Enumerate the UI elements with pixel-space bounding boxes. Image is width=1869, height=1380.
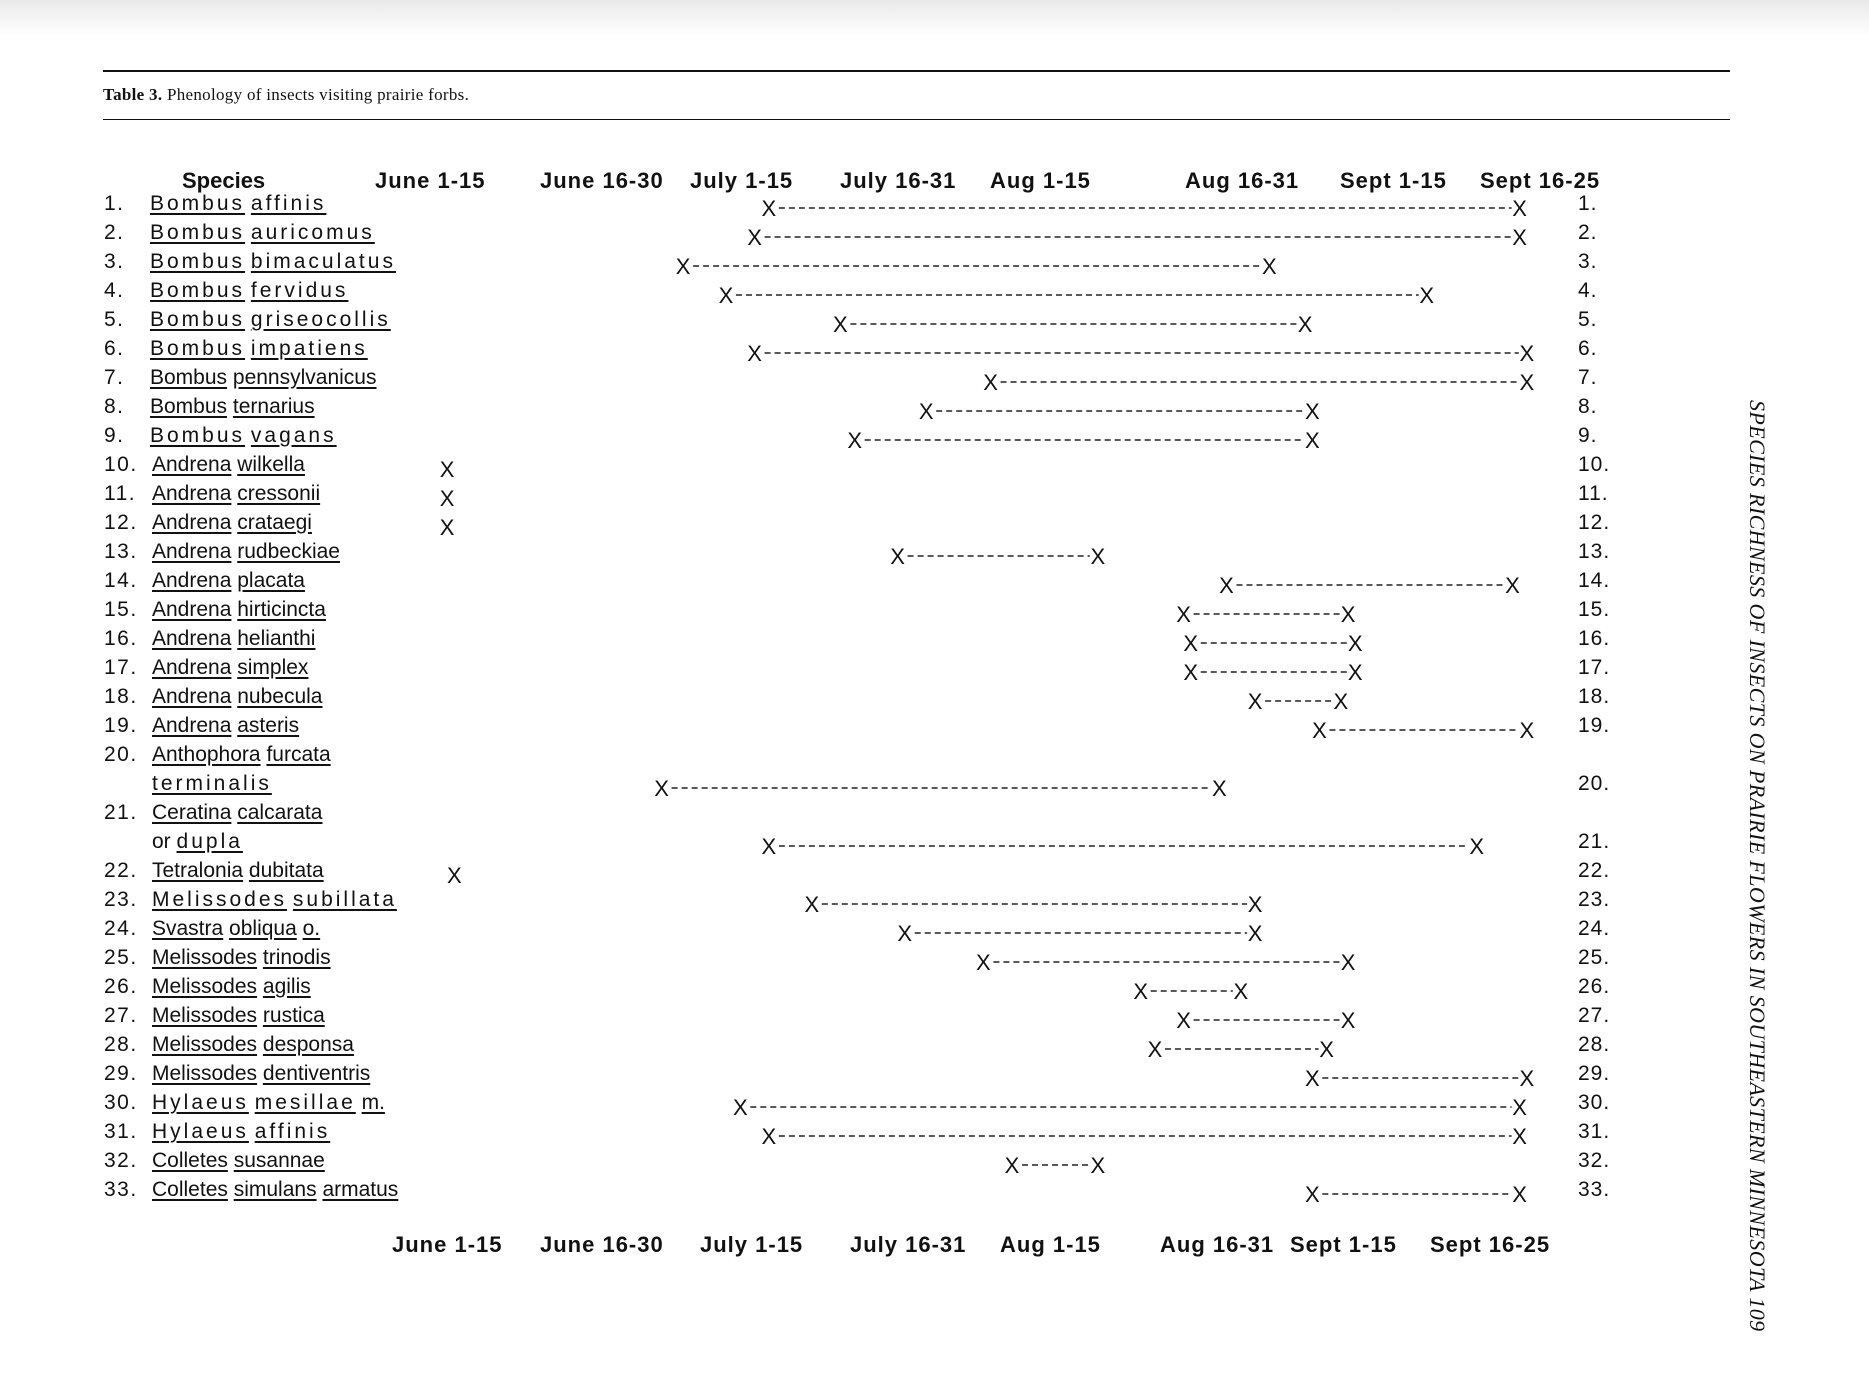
genus-name: Melissodes: [152, 1062, 258, 1085]
range-end-mark: X: [1090, 1153, 1106, 1178]
species-epithet: simulans: [233, 1178, 317, 1201]
range-end-mark: X: [1512, 225, 1527, 250]
footer-period-6: Aug 16-31: [1160, 1232, 1275, 1257]
species-epithet: impatiens: [250, 337, 368, 360]
header-period-2: June 16-30: [540, 168, 664, 193]
genus-name: Bombus: [150, 221, 246, 244]
range-start-mark: X: [804, 892, 820, 917]
caption-top-rule: [103, 70, 1730, 72]
species-epithet-line2: dupla: [176, 830, 243, 853]
row-number: 11.: [104, 482, 137, 505]
species-epithet: rudbeckiae: [237, 540, 340, 563]
range-start-mark: X: [897, 921, 913, 946]
right-row-number: 30.: [1578, 1091, 1611, 1114]
range-start-mark: X: [439, 486, 455, 511]
range-end-mark: X: [1512, 1182, 1527, 1207]
species-name: [152, 453, 305, 477]
row-number: 18.: [104, 685, 138, 708]
name-prefix: or: [152, 830, 171, 853]
genus-name: Andrena: [152, 482, 232, 505]
range-end-mark: X: [1519, 1066, 1535, 1091]
table-caption-text: Phenology of insects visiting prairie forbs.: [166, 85, 470, 104]
range-start-mark: X: [1247, 689, 1263, 714]
range-start-mark: X: [918, 399, 934, 424]
range-start-mark: X: [976, 950, 991, 975]
row-number: 27.: [104, 1004, 138, 1027]
species-name: [152, 569, 305, 593]
footer-period-4: July 16-31: [850, 1232, 967, 1257]
range-start-mark: X: [1133, 979, 1149, 1004]
footer-period-2: June 16-30: [540, 1232, 664, 1257]
range-end-mark: X: [1519, 718, 1535, 743]
row-number: 21.: [104, 801, 138, 824]
species-name: [150, 250, 396, 274]
species-name: [152, 1004, 325, 1028]
species-epithet: nubecula: [237, 685, 323, 708]
species-epithet: asteris: [237, 714, 300, 737]
species-epithet: desponsa: [262, 1033, 354, 1056]
range-end-mark: X: [1304, 428, 1320, 453]
range-end-mark: X: [1347, 660, 1363, 685]
species-row: [0, 743, 1869, 772]
range-end-mark: X: [1512, 196, 1527, 221]
genus-name: Tetralonia: [152, 859, 244, 882]
right-row-number: 14.: [1578, 569, 1611, 592]
row-number: 19.: [104, 714, 138, 737]
range-start-mark: X: [1183, 631, 1199, 656]
genus-name: Hylaeus: [152, 1091, 249, 1114]
right-row-number: 29.: [1578, 1062, 1611, 1085]
genus-name: Melissodes: [152, 1033, 258, 1056]
range-start-mark: X: [446, 863, 462, 888]
right-row-number: 27.: [1578, 1004, 1611, 1027]
row-number: 15.: [104, 598, 138, 621]
row-number: 29.: [104, 1062, 138, 1085]
row-number: 32.: [104, 1149, 138, 1172]
row-number: 14.: [104, 569, 138, 592]
species-name: [152, 743, 331, 767]
species-epithet: simplex: [237, 656, 309, 679]
row-number: 5.: [104, 308, 125, 331]
range-end-mark: X: [1512, 1095, 1527, 1120]
row-number: 25.: [104, 946, 138, 969]
species-name: [152, 511, 312, 535]
species-epithet: affinis: [254, 1120, 331, 1143]
right-row-number: 22.: [1578, 859, 1611, 882]
right-row-number: 19.: [1578, 714, 1611, 737]
row-number: 7.: [104, 366, 125, 389]
range-end-mark: X: [1340, 602, 1356, 627]
species-epithet: bimaculatus: [250, 250, 396, 273]
species-epithet: furcata: [266, 743, 331, 766]
row-number: 28.: [104, 1033, 138, 1056]
species-name: [152, 598, 326, 622]
genus-name: Bombus: [150, 308, 246, 331]
range-end-mark: X: [1347, 631, 1363, 656]
genus-name: Andrena: [152, 598, 232, 621]
species-name: [150, 192, 326, 216]
row-number: 4.: [104, 279, 125, 302]
species-epithet: agilis: [262, 975, 311, 998]
header-period-5: Aug 1-15: [990, 168, 1091, 193]
right-row-number: 33.: [1578, 1178, 1611, 1201]
right-row-number: 8.: [1578, 395, 1598, 418]
species-name: [152, 1178, 398, 1202]
species-name: [152, 975, 311, 999]
species-name: [152, 859, 324, 883]
right-row-number: 7.: [1578, 366, 1598, 389]
footer-period-8: Sept 16-25: [1430, 1232, 1551, 1257]
right-row-number: 31.: [1578, 1120, 1611, 1143]
table-label: Table 3.: [103, 85, 163, 104]
row-number: 3.: [104, 250, 125, 273]
header-period-3: July 1-15: [690, 168, 794, 193]
genus-name: Andrena: [152, 714, 232, 737]
row-number: 1.: [104, 192, 125, 215]
genus-name: Melissodes: [152, 975, 258, 998]
range-end-mark: X: [1505, 573, 1520, 598]
row-number: 2.: [104, 221, 125, 244]
species-epithet: pennsylvanicus: [232, 366, 377, 389]
genus-name: Melissodes: [152, 888, 288, 911]
genus-name: Bombus: [150, 424, 246, 447]
genus-name: Andrena: [152, 656, 232, 679]
genus-name: Ceratina: [152, 801, 232, 824]
range-start-mark: X: [890, 544, 905, 569]
range-start-mark: X: [761, 1124, 777, 1149]
right-row-number: 18.: [1578, 685, 1611, 708]
range-end-mark: X: [1340, 1008, 1356, 1033]
right-row-number: 12.: [1578, 511, 1611, 534]
range-end-mark: X: [1512, 1124, 1527, 1149]
range-start-mark: X: [1004, 1153, 1020, 1178]
genus-name: Andrena: [152, 511, 232, 534]
header-period-8: Sept 16-25: [1480, 168, 1601, 193]
row-number: 16.: [104, 627, 138, 650]
genus-name: Bombus: [150, 279, 246, 302]
species-epithet: obliqua: [229, 917, 297, 940]
header-period-6: Aug 16-31: [1185, 168, 1300, 193]
right-row-number: 16.: [1578, 627, 1611, 650]
genus-name: Svastra: [152, 917, 224, 940]
genus-name: Andrena: [152, 627, 232, 650]
species-epithet: cressonii: [237, 482, 321, 505]
footer-period-5: Aug 1-15: [1000, 1232, 1101, 1257]
species-name: [152, 1033, 354, 1057]
species-name: [152, 801, 322, 825]
species-epithet: dentiventris: [262, 1062, 371, 1085]
range-end-mark: X: [1262, 254, 1277, 279]
row-number: 9.: [104, 424, 125, 447]
species-name: [152, 656, 308, 680]
table-caption: [103, 85, 469, 105]
right-row-number: 5.: [1578, 308, 1598, 331]
range-end-mark: X: [1469, 834, 1485, 859]
range-end-mark: X: [1247, 892, 1263, 917]
genus-name: Colletes: [152, 1149, 228, 1172]
genus-name: Andrena: [152, 685, 232, 708]
species-name: [152, 714, 299, 738]
species-name: [152, 888, 397, 912]
species-name: [152, 685, 323, 709]
row-number: 23.: [104, 888, 138, 911]
row-number: 26.: [104, 975, 138, 998]
species-name: [152, 1149, 325, 1173]
species-epithet: placata: [237, 569, 305, 592]
genus-name: Bombus: [150, 366, 228, 389]
species-name: [152, 540, 340, 564]
range-start-mark: X: [747, 225, 762, 250]
row-number: 22.: [104, 859, 138, 882]
right-row-number: 2.: [1578, 221, 1598, 244]
row-number: 12.: [104, 511, 138, 534]
species-epithet: griseocollis: [250, 308, 391, 331]
genus-name: Colletes: [152, 1178, 228, 1201]
right-row-number: 3.: [1578, 250, 1598, 273]
row-number: 31.: [104, 1120, 138, 1143]
species-epithet: trinodis: [262, 946, 331, 969]
range-start-mark: X: [983, 370, 998, 395]
range-start-mark: X: [1312, 718, 1327, 743]
caption-bottom-rule: [103, 119, 1730, 120]
row-number: 6.: [104, 337, 125, 360]
range-end-mark: X: [1304, 399, 1320, 424]
range-end-mark: X: [1333, 689, 1349, 714]
species-epithet: fervidus: [250, 279, 349, 302]
species-name: [150, 221, 375, 245]
species-name: [150, 366, 376, 390]
row-number: 20.: [104, 743, 138, 766]
footer-period-1: June 1-15: [392, 1232, 503, 1257]
right-row-number: 1.: [1578, 192, 1598, 215]
subspecies-epithet: armatus: [322, 1178, 399, 1201]
range-start-mark: X: [847, 428, 863, 453]
right-row-number: 20.: [1578, 772, 1611, 795]
right-row-number: 28.: [1578, 1033, 1611, 1056]
range-start-mark: X: [761, 196, 777, 221]
range-end-mark: X: [1233, 979, 1249, 1004]
range-start-mark: X: [747, 341, 762, 366]
species-epithet: hirticincta: [237, 598, 326, 621]
range-start-mark: X: [732, 1095, 748, 1120]
right-row-number: 9.: [1578, 424, 1598, 447]
genus-name: Melissodes: [152, 946, 258, 969]
species-epithet: calcarata: [237, 801, 323, 824]
species-name: [152, 482, 320, 506]
species-name: [150, 308, 391, 332]
right-row-number: 32.: [1578, 1149, 1611, 1172]
genus-name: Bombus: [150, 337, 246, 360]
range-end-mark: X: [1212, 776, 1227, 801]
range-end-mark: X: [1297, 312, 1313, 337]
subspecies-epithet: o.: [302, 917, 321, 940]
page-shadow: [0, 0, 1869, 36]
header-period-4: July 16-31: [840, 168, 957, 193]
row-number: 33.: [104, 1178, 138, 1201]
right-row-number: 4.: [1578, 279, 1598, 302]
right-row-number: 15.: [1578, 598, 1611, 621]
species-epithet: crataegi: [237, 511, 312, 534]
species-epithet: mesillae: [254, 1091, 356, 1114]
right-row-number: 23.: [1578, 888, 1611, 911]
species-name: [152, 627, 315, 651]
species-name: [150, 337, 368, 361]
species-name-line2: [152, 772, 272, 796]
range-end-mark: X: [1247, 921, 1263, 946]
species-epithet: wilkella: [237, 453, 305, 476]
species-name: [152, 1120, 330, 1144]
genus-name: Anthophora: [152, 743, 261, 766]
genus-name: Andrena: [152, 540, 232, 563]
row-number: 10.: [104, 453, 138, 476]
range-end-mark: X: [1419, 283, 1435, 308]
species-name: [152, 917, 320, 941]
range-start-mark: X: [833, 312, 848, 337]
range-start-mark: X: [1304, 1182, 1320, 1207]
header-period-1: June 1-15: [375, 168, 486, 193]
range-end-mark: X: [1519, 370, 1535, 395]
range-start-mark: X: [439, 457, 455, 482]
range-start-mark: X: [761, 834, 777, 859]
species-name: [152, 946, 331, 970]
range-start-mark: X: [439, 515, 455, 540]
right-row-number: 6.: [1578, 337, 1598, 360]
range-start-mark: X: [1183, 660, 1199, 685]
species-epithet: ternarius: [232, 395, 315, 418]
period-footer-row: [0, 1232, 1869, 1262]
row-number: 8.: [104, 395, 125, 418]
range-start-mark: X: [654, 776, 669, 801]
genus-name: Bombus: [150, 395, 228, 418]
species-name: [152, 1062, 370, 1086]
right-row-number: 13.: [1578, 540, 1611, 563]
species-row: [0, 801, 1869, 830]
range-start-mark: X: [1219, 573, 1234, 598]
range-end-mark: X: [1519, 341, 1535, 366]
range-end-mark: X: [1090, 544, 1106, 569]
range-end-mark: X: [1319, 1037, 1334, 1062]
species-name: [150, 424, 337, 448]
range-start-mark: X: [675, 254, 691, 279]
right-row-number: 17.: [1578, 656, 1611, 679]
species-epithet: affinis: [250, 192, 327, 215]
running-head: SPECIES RICHNESS OF INSECTS ON PRAIRIE FLOWERS IN SOUTHEASTERN MINNESOTA 109: [1745, 400, 1770, 1332]
genus-name: Andrena: [152, 569, 232, 592]
footer-period-7: Sept 1-15: [1290, 1232, 1397, 1257]
row-number: 30.: [104, 1091, 138, 1114]
range-start-mark: X: [1304, 1066, 1320, 1091]
row-number: 24.: [104, 917, 138, 940]
right-row-number: 26.: [1578, 975, 1611, 998]
genus-name: Melissodes: [152, 1004, 258, 1027]
species-epithet: helianthi: [237, 627, 316, 650]
genus-name: Hylaeus: [152, 1120, 249, 1143]
genus-name: Andrena: [152, 453, 232, 476]
species-epithet: subillata: [292, 888, 397, 911]
range-start-mark: X: [1147, 1037, 1163, 1062]
species-name: [150, 279, 348, 303]
right-row-number: 11.: [1578, 482, 1609, 505]
range-end-mark: X: [1340, 950, 1356, 975]
species-epithet: rustica: [262, 1004, 325, 1027]
range-start-mark: X: [1176, 602, 1191, 627]
row-number: 17.: [104, 656, 138, 679]
species-name: [152, 1091, 385, 1115]
species-epithet-line2: terminalis: [152, 772, 272, 795]
species-name-line2: [152, 830, 243, 854]
species-column-header: Species: [182, 168, 266, 193]
species-epithet: vagans: [250, 424, 337, 447]
footer-period-3: July 1-15: [700, 1232, 804, 1257]
genus-name: Bombus: [150, 192, 246, 215]
species-epithet: auricomus: [250, 221, 375, 244]
right-row-number: 25.: [1578, 946, 1611, 969]
right-row-number: 10.: [1578, 453, 1611, 476]
right-row-number: 24.: [1578, 917, 1611, 940]
right-row-number: 21.: [1578, 830, 1611, 853]
row-number: 13.: [104, 540, 138, 563]
subspecies-epithet: m.: [361, 1091, 385, 1114]
range-start-mark: X: [1176, 1008, 1191, 1033]
species-epithet: dubitata: [248, 859, 324, 882]
genus-name: Bombus: [150, 250, 246, 273]
species-epithet: susannae: [233, 1149, 325, 1172]
header-period-7: Sept 1-15: [1340, 168, 1447, 193]
species-name: [150, 395, 315, 419]
range-start-mark: X: [718, 283, 734, 308]
